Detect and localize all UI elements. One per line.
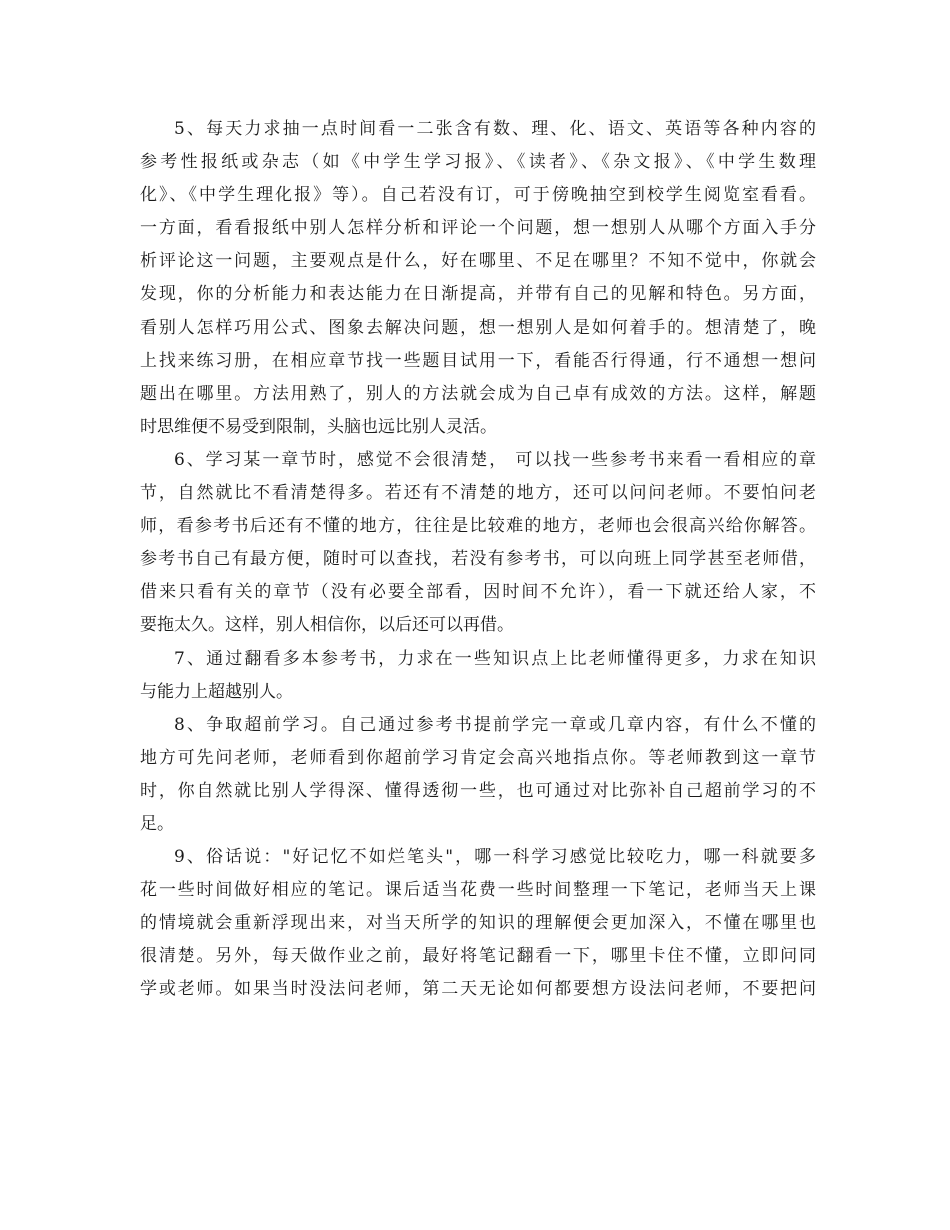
text-line: 借来只看有关的章节（没有必要全部看，因时间不允许），看一下就还给人家，不 [140,582,816,603]
text-line: 发现，你的分析能力和表达能力在日渐提高，并带有自己的见解和特色。另方面， [140,284,816,305]
text-line: 时思维便不易受到限制，头脑也远比别人灵活。 [140,416,497,437]
text-line: 足。 [140,813,174,834]
text-line: 师，看参考书后还有不懂的地方，往往是比较难的地方，老师也会很高兴给你解答。 [140,516,816,537]
text-line: 节，自然就比不看清楚得多。若还有不清楚的地方，还可以问问老师。不要怕问老 [140,483,816,504]
text-line: 很清楚。另外，每天做作业之前，最好将笔记翻看一下，哪里卡住不懂，立即问同 [140,946,816,967]
text-line: 的情境就会重新浮现出来，对当天所学的知识的理解便会更加深入，不懂在哪里也 [140,913,816,934]
text-line: 与能力上超越别人。 [140,681,293,702]
paragraph-5 [140,113,816,444]
paragraph-7 [140,643,816,709]
paragraph-9 [140,841,816,1006]
text-line: 6、学习某一章节时，感觉不会很清楚， 可以找一些参考书来看一看相应的章 [174,449,816,470]
text-line: 7、通过翻看多本参考书，力求在一些知识点上比老师懂得更多，力求在知识 [174,648,816,669]
text-line: 析评论这一问题，主要观点是什么，好在哪里、不足在哪里？不知不觉中，你就会 [140,251,816,272]
text-line: 学或老师。如果当时没法问老师，第二天无论如何都要想方设法问老师，不要把问 [140,979,816,1000]
text-line: 要拖太久。这样，别人相信你，以后还可以再借。 [140,615,514,636]
text-line: 9、俗话说："好记忆不如烂笔头"，哪一科学习感觉比较吃力，哪一科就要多 [174,847,816,868]
text-line: 化》、《中学生理化报》等）。自己若没有订，可于傍晚抽空到校学生阅览室看看。 [140,185,816,206]
document-body [140,113,816,1007]
text-line: 时，你自然就比别人学得深、懂得透彻一些，也可通过对比弥补自己超前学习的不 [140,780,816,801]
text-line: 参考书自己有最方便，随时可以查找，若没有参考书，可以向班上同学甚至老师借， [140,549,816,570]
text-line: 看别人怎样巧用公式、图象去解决问题，想一想别人是如何着手的。想清楚了，晚 [140,317,816,338]
text-line: 花一些时间做好相应的笔记。课后适当花费一些时间整理一下笔记，老师当天上课 [140,880,816,901]
text-line: 5、每天力求抽一点时间看一二张含有数、理、化、语文、英语等各种内容的 [174,119,816,139]
paragraph-8 [140,709,816,841]
text-line: 参考性报纸或杂志（如《中学生学习报》、《读者》、《杂文报》、《中学生数理 [140,152,816,173]
text-line: 地方可先问老师，老师看到你超前学习肯定会高兴地指点你。等老师教到这一章节 [140,747,816,768]
text-line: 一方面，看看报纸中别人怎样分析和评论一个问题，想一想别人从哪个方面入手分 [140,218,816,239]
text-line: 8、争取超前学习。自己通过参考书提前学完一章或几章内容，有什么不懂的 [174,714,816,735]
text-line: 上找来练习册，在相应章节找一些题目试用一下，看能否行得通，行不通想一想问 [140,350,816,371]
text-line: 题出在哪里。方法用熟了，别人的方法就会成为自己卓有成效的方法。这样，解题 [140,383,816,404]
paragraph-6 [140,444,816,643]
